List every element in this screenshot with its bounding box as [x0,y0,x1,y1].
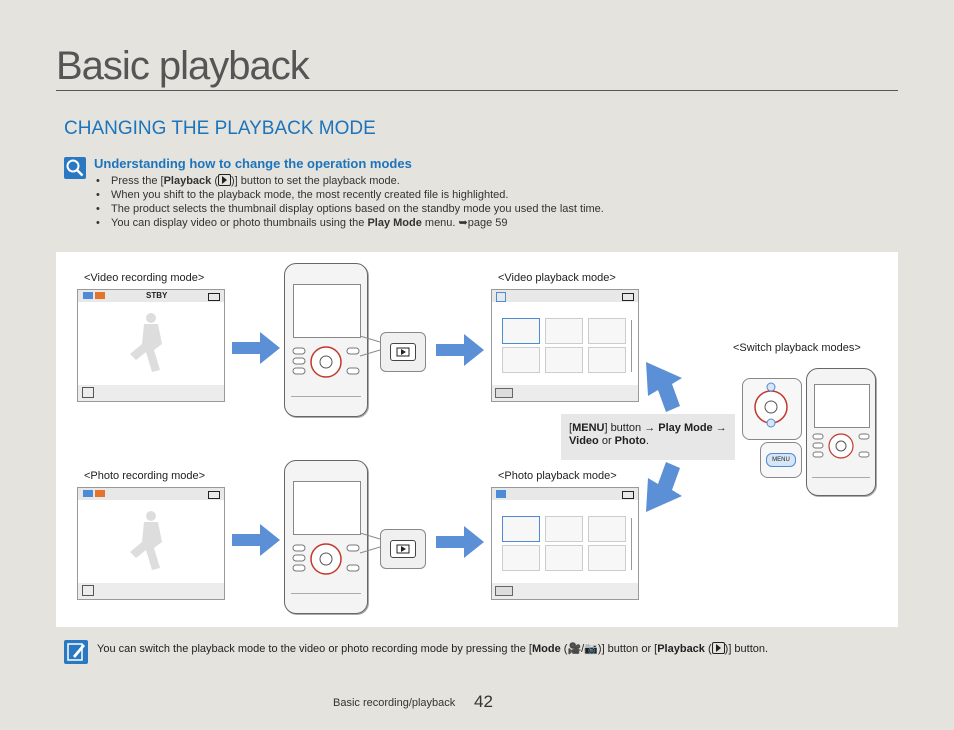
thumbnail[interactable] [502,347,540,373]
page-title: Basic playback [56,44,309,88]
camera-icon: 📷 [584,643,598,655]
camcorder-device [284,460,368,614]
camcorder-lcd [293,284,361,338]
thumbnail[interactable] [502,545,540,571]
title-divider [56,90,898,91]
photo-thumbnail-mode-icon [496,490,506,498]
playback-button[interactable] [380,529,426,569]
arrow-right-icon [436,332,484,368]
camcorder-lcd [293,481,361,535]
menu-instruction-callout: [MENU] button → Play Mode → Video or Photo. [561,414,735,460]
page-number: 42 [474,692,493,711]
list-item: • The product selects the thumbnail display options based on the standby mode you used the last time. [96,202,604,216]
scrollbar[interactable] [631,518,632,570]
thumbnail[interactable] [545,545,583,571]
video-mode-icon [83,292,93,299]
video-recording-screen [77,289,225,402]
video-playback-label: <Video playback mode> [498,272,616,284]
camcorder-lcd [814,384,870,428]
zoom-connector [360,531,380,555]
switch-arrow-down-icon [636,454,692,514]
list-item: • Press the [Playback ( )] button to set the playback mode. [96,174,604,188]
arrow-right-icon [232,522,280,558]
photo-recording-screen [77,487,225,600]
menu-button-closeup [760,442,802,478]
menu-button[interactable]: MENU [766,453,796,467]
list-item: • You can display video or photo thumbnails using the Play Mode menu. ➥page 59 [96,216,604,230]
photo-playback-screen [491,487,639,600]
arrow-right-icon [232,330,280,366]
skater-silhouette-icon [126,508,176,578]
playback-icon [390,540,416,558]
thumbnail[interactable] [588,516,626,542]
storage-icon [82,387,94,398]
quality-icon [95,490,105,497]
storage-icon [82,585,94,596]
magnifier-icon [64,157,86,179]
standby-indicator: STBY [146,291,168,300]
thumbnail[interactable] [545,347,583,373]
zoom-connector [360,334,380,358]
switch-arrow-up-icon [636,360,692,420]
camcorder-device [284,263,368,417]
video-recording-label: <Video recording mode> [84,272,205,284]
control-dial-icon [811,429,871,463]
control-dial-icon [291,539,361,579]
photo-recording-label: <Photo recording mode> [84,470,206,482]
thumbnail-highlighted[interactable] [502,516,540,542]
video-camera-icon: 🎥 [567,643,582,655]
subsection-title: Understanding how to change the operation modes [94,156,412,171]
video-thumbnail-mode-icon [496,292,506,302]
switch-playback-label: <Switch playback modes> [733,342,861,354]
note-text: You can switch the playback mode to the video or photo recording mode by pressing the [Mode (🎥/📷)] button or [Playback ( )] button. [97,643,769,655]
playback-icon [712,642,725,654]
playback-icon [390,343,416,361]
list-item: • When you shift to the playback mode, the most recently created file is highlighted. [96,188,604,202]
control-dial-icon [743,379,801,439]
camcorder-device [806,368,876,496]
playback-button[interactable] [380,332,426,372]
battery-icon [208,293,220,301]
thumbnail[interactable] [588,318,626,344]
menu-tab-icon[interactable] [495,586,513,596]
menu-tab-icon[interactable] [495,388,513,398]
thumbnail[interactable] [545,516,583,542]
thumbnail-highlighted[interactable] [502,318,540,344]
bullet-list [96,174,604,230]
page-reference-icon: ➥ [458,217,468,229]
video-playback-screen [491,289,639,402]
quality-icon [95,292,105,299]
section-title: CHANGING THE PLAYBACK MODE [64,118,376,139]
dial-closeup [742,378,802,440]
arrow-right-icon [436,524,484,560]
scrollbar[interactable] [631,320,632,372]
battery-icon [208,491,220,499]
thumbnail[interactable] [588,347,626,373]
thumbnail[interactable] [588,545,626,571]
skater-silhouette-icon [126,310,176,380]
footer-section-name: Basic recording/playback [333,697,456,709]
thumbnail[interactable] [545,318,583,344]
note-pencil-icon [64,640,88,664]
photo-mode-icon [83,490,93,497]
control-dial-icon [291,342,361,382]
playback-icon [218,174,231,186]
battery-icon [622,491,634,499]
battery-icon [622,293,634,301]
photo-playback-label: <Photo playback mode> [498,470,617,482]
